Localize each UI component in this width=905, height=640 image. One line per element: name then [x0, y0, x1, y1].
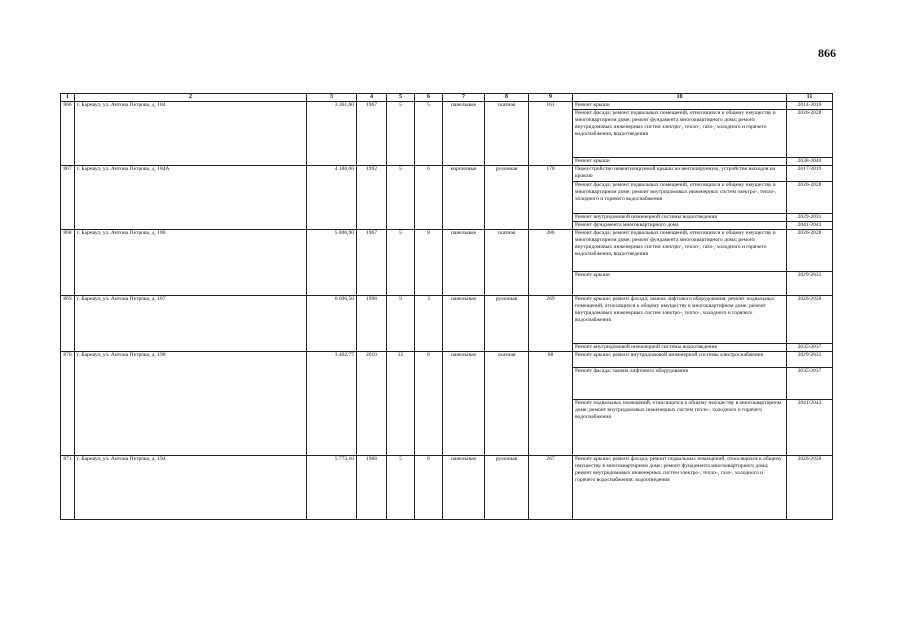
roof-type-cell: рулонная — [485, 456, 529, 520]
column-header: 2 — [75, 94, 307, 102]
address-cell: г. Барнаул, ул. Антона Петрова, д. 184А — [75, 166, 307, 230]
area-cell: 3 361,60 — [307, 102, 357, 166]
address-cell: г. Барнаул, ул. Антона Петрова, д. 194 — [75, 456, 307, 520]
table-row — [61, 230, 833, 272]
work-description-cell: Ремонт крыши; ремонт внутридомовой инженерной системы электроснабжения — [573, 352, 787, 368]
table-row — [61, 352, 833, 368]
floors-cell: 5 — [387, 102, 415, 166]
column-header: 5 — [387, 94, 415, 102]
column-9-cell: 88 — [529, 352, 573, 456]
column-header: 4 — [357, 94, 387, 102]
work-period-cell: 2029-2031 — [787, 352, 833, 368]
column-header: 9 — [529, 94, 573, 102]
roof-type-cell: скатная — [485, 352, 529, 456]
table-row — [61, 102, 833, 110]
area-cell: 6 696,50 — [307, 296, 357, 352]
work-period-cell: 2029-2031 — [787, 214, 833, 222]
work-description-cell: Ремонт фасада; ремонт подвальных помещений, относящихся к общему имуществу в многоквартирном доме; ремонт фундамента многоквартирного дома; ремонт внутридомовых инженерных систем электро-, тепло-, газо-, холодного и горячего водоснабжения, водоотведения — [573, 230, 787, 272]
area-cell: 4 180,06 — [307, 166, 357, 230]
roof-type-cell: рулонная — [485, 296, 529, 352]
entrances-cell: 6 — [415, 166, 443, 230]
column-9-cell: 170 — [529, 166, 573, 230]
work-period-cell: 2026-2028 — [787, 110, 833, 158]
column-9-cell: 161 — [529, 102, 573, 166]
area-cell: 5 773,10 — [307, 456, 357, 520]
row-number: 868 — [61, 230, 75, 296]
table-row — [61, 166, 833, 182]
column-header: 1 — [61, 94, 75, 102]
address-cell: г. Барнаул, ул. Антона Петрова, д. 187 — [75, 296, 307, 352]
header-row — [61, 94, 833, 102]
table-row — [61, 296, 833, 344]
column-header: 7 — [443, 94, 485, 102]
work-description-cell: Ремонт внутридомовой инженерной системы водоотведения — [573, 344, 787, 352]
area-cell: 5 806,90 — [307, 230, 357, 296]
work-description-cell: Ремонт внутридомовой инженерной системы водоотведения — [573, 214, 787, 222]
work-description-cell: Ремонт фасада; ремонт подвальных помещений, относящихся к общему имуществу в многоквартирном доме; ремонт фундамента многоквартирного дома; ремонт внутридомовых инженерных систем электро-, тепло-, газо-, холодного и горячего водоснабжения, водоотведения — [573, 110, 787, 158]
table-row — [61, 456, 833, 520]
page-number: 866 — [818, 46, 836, 60]
column-9-cell: 269 — [529, 296, 573, 352]
row-number: 866 — [61, 102, 75, 166]
work-period-cell: 2041-2043 — [787, 400, 833, 456]
work-description-cell: Ремонт фасада; замена лифтового оборудования — [573, 368, 787, 400]
wall-material-cell: панельные — [443, 296, 485, 352]
work-description-cell: Ремонт крыши — [573, 272, 787, 296]
column-header: 6 — [415, 94, 443, 102]
floors-cell: 5 — [387, 456, 415, 520]
column-9-cell: 286 — [529, 230, 573, 296]
address-cell: г. Барнаул, ул. Антона Петрова, д. 190 — [75, 352, 307, 456]
work-description-cell: Переустройство невентилируемой крыши на вентилируемую, устройство выходов на кровлю — [573, 166, 787, 182]
year-built-cell: 1968 — [357, 456, 387, 520]
table-body — [61, 94, 833, 520]
row-number: 867 — [61, 166, 75, 230]
work-period-cell: 2026-2028 — [787, 296, 833, 344]
row-number: 870 — [61, 352, 75, 456]
column-9-cell: 267 — [529, 456, 573, 520]
work-period-cell: 2017-2019 — [787, 166, 833, 182]
column-header: 8 — [485, 94, 529, 102]
entrances-cell: 5 — [415, 102, 443, 166]
work-description-cell: Ремонт крыши; ремонт фасада; ремонт подвальных помещений, относящихся к общему имуществу в многоквартирном доме; ремонт фундамента многоквартирного дома; ремонт внутридомовых инженерных систем электро-, тепло-, газо-, холодного и горячего водоснабжения, водоотведения — [573, 456, 787, 520]
work-period-cell: 2041-2043 — [787, 222, 833, 230]
year-built-cell: 1967 — [357, 102, 387, 166]
wall-material-cell: панельные — [443, 456, 485, 520]
row-number: 871 — [61, 456, 75, 520]
row-number: 869 — [61, 296, 75, 352]
floors-cell: 9 — [387, 296, 415, 352]
entrances-cell: 8 — [415, 352, 443, 456]
roof-type-cell: скатная — [485, 230, 529, 296]
year-built-cell: 2010 — [357, 352, 387, 456]
column-header: 11 — [787, 94, 833, 102]
wall-material-cell: панельные — [443, 102, 485, 166]
entrances-cell: 8 — [415, 230, 443, 296]
work-period-cell: 2014-2016 — [787, 102, 833, 110]
floors-cell: 12 — [387, 352, 415, 456]
roof-type-cell: рулонная — [485, 166, 529, 230]
work-period-cell: 2026-2028 — [787, 456, 833, 520]
address-cell: г. Барнаул, ул. Антона Петрова, д. 184 — [75, 102, 307, 166]
address-cell: г. Барнаул, ул. Антона Петрова, д. 186 — [75, 230, 307, 296]
floors-cell: 5 — [387, 166, 415, 230]
wall-material-cell: панельные — [443, 230, 485, 296]
entrances-cell: 8 — [415, 456, 443, 520]
work-description-cell: Ремонт крыши; ремонт фасада; замена лифтового оборудования; ремонт подвальных помещений, относящихся к общему имуществу в многоквартирном доме; ремонт внутридомовых инженерных систем электро-, тепло-, холодного и горячего водоснабжения — [573, 296, 787, 344]
repair-schedule-table — [60, 93, 833, 520]
entrances-cell: 3 — [415, 296, 443, 352]
wall-material-cell: кирпичные — [443, 166, 485, 230]
area-cell: 3 402,77 — [307, 352, 357, 456]
floors-cell: 5 — [387, 230, 415, 296]
work-period-cell: 2035-2037 — [787, 344, 833, 352]
work-description-cell: Ремонт крыши — [573, 102, 787, 110]
year-built-cell: 1998 — [357, 296, 387, 352]
work-period-cell: 2029-2031 — [787, 272, 833, 296]
work-period-cell: 2026-2028 — [787, 182, 833, 214]
work-description-cell: Ремонт фасада; ремонт подвальных помещений, относящихся к общему имуществу в многоквартирном доме; ремонт внутридомовых инженерных систем электро-, тепло-, холодного и горячего водоснабжения — [573, 182, 787, 214]
column-header: 3 — [307, 94, 357, 102]
work-description-cell: Ремонт фундамента многоквартирного дома — [573, 222, 787, 230]
column-header: 10 — [573, 94, 787, 102]
year-built-cell: 1967 — [357, 230, 387, 296]
roof-type-cell: скатная — [485, 102, 529, 166]
work-period-cell: 2038-2040 — [787, 158, 833, 166]
year-built-cell: 1992 — [357, 166, 387, 230]
work-description-cell: Ремонт подвальных помещений, относящихся к общему имуществу в многоквартирном доме; ремонт внутридомовых инженерных систем тепло-, холодного и горячего водоснабжения — [573, 400, 787, 456]
work-period-cell: 2035-2037 — [787, 368, 833, 400]
work-description-cell: Ремонт крыши — [573, 158, 787, 166]
work-period-cell: 2026-2028 — [787, 230, 833, 272]
wall-material-cell: панельные — [443, 352, 485, 456]
